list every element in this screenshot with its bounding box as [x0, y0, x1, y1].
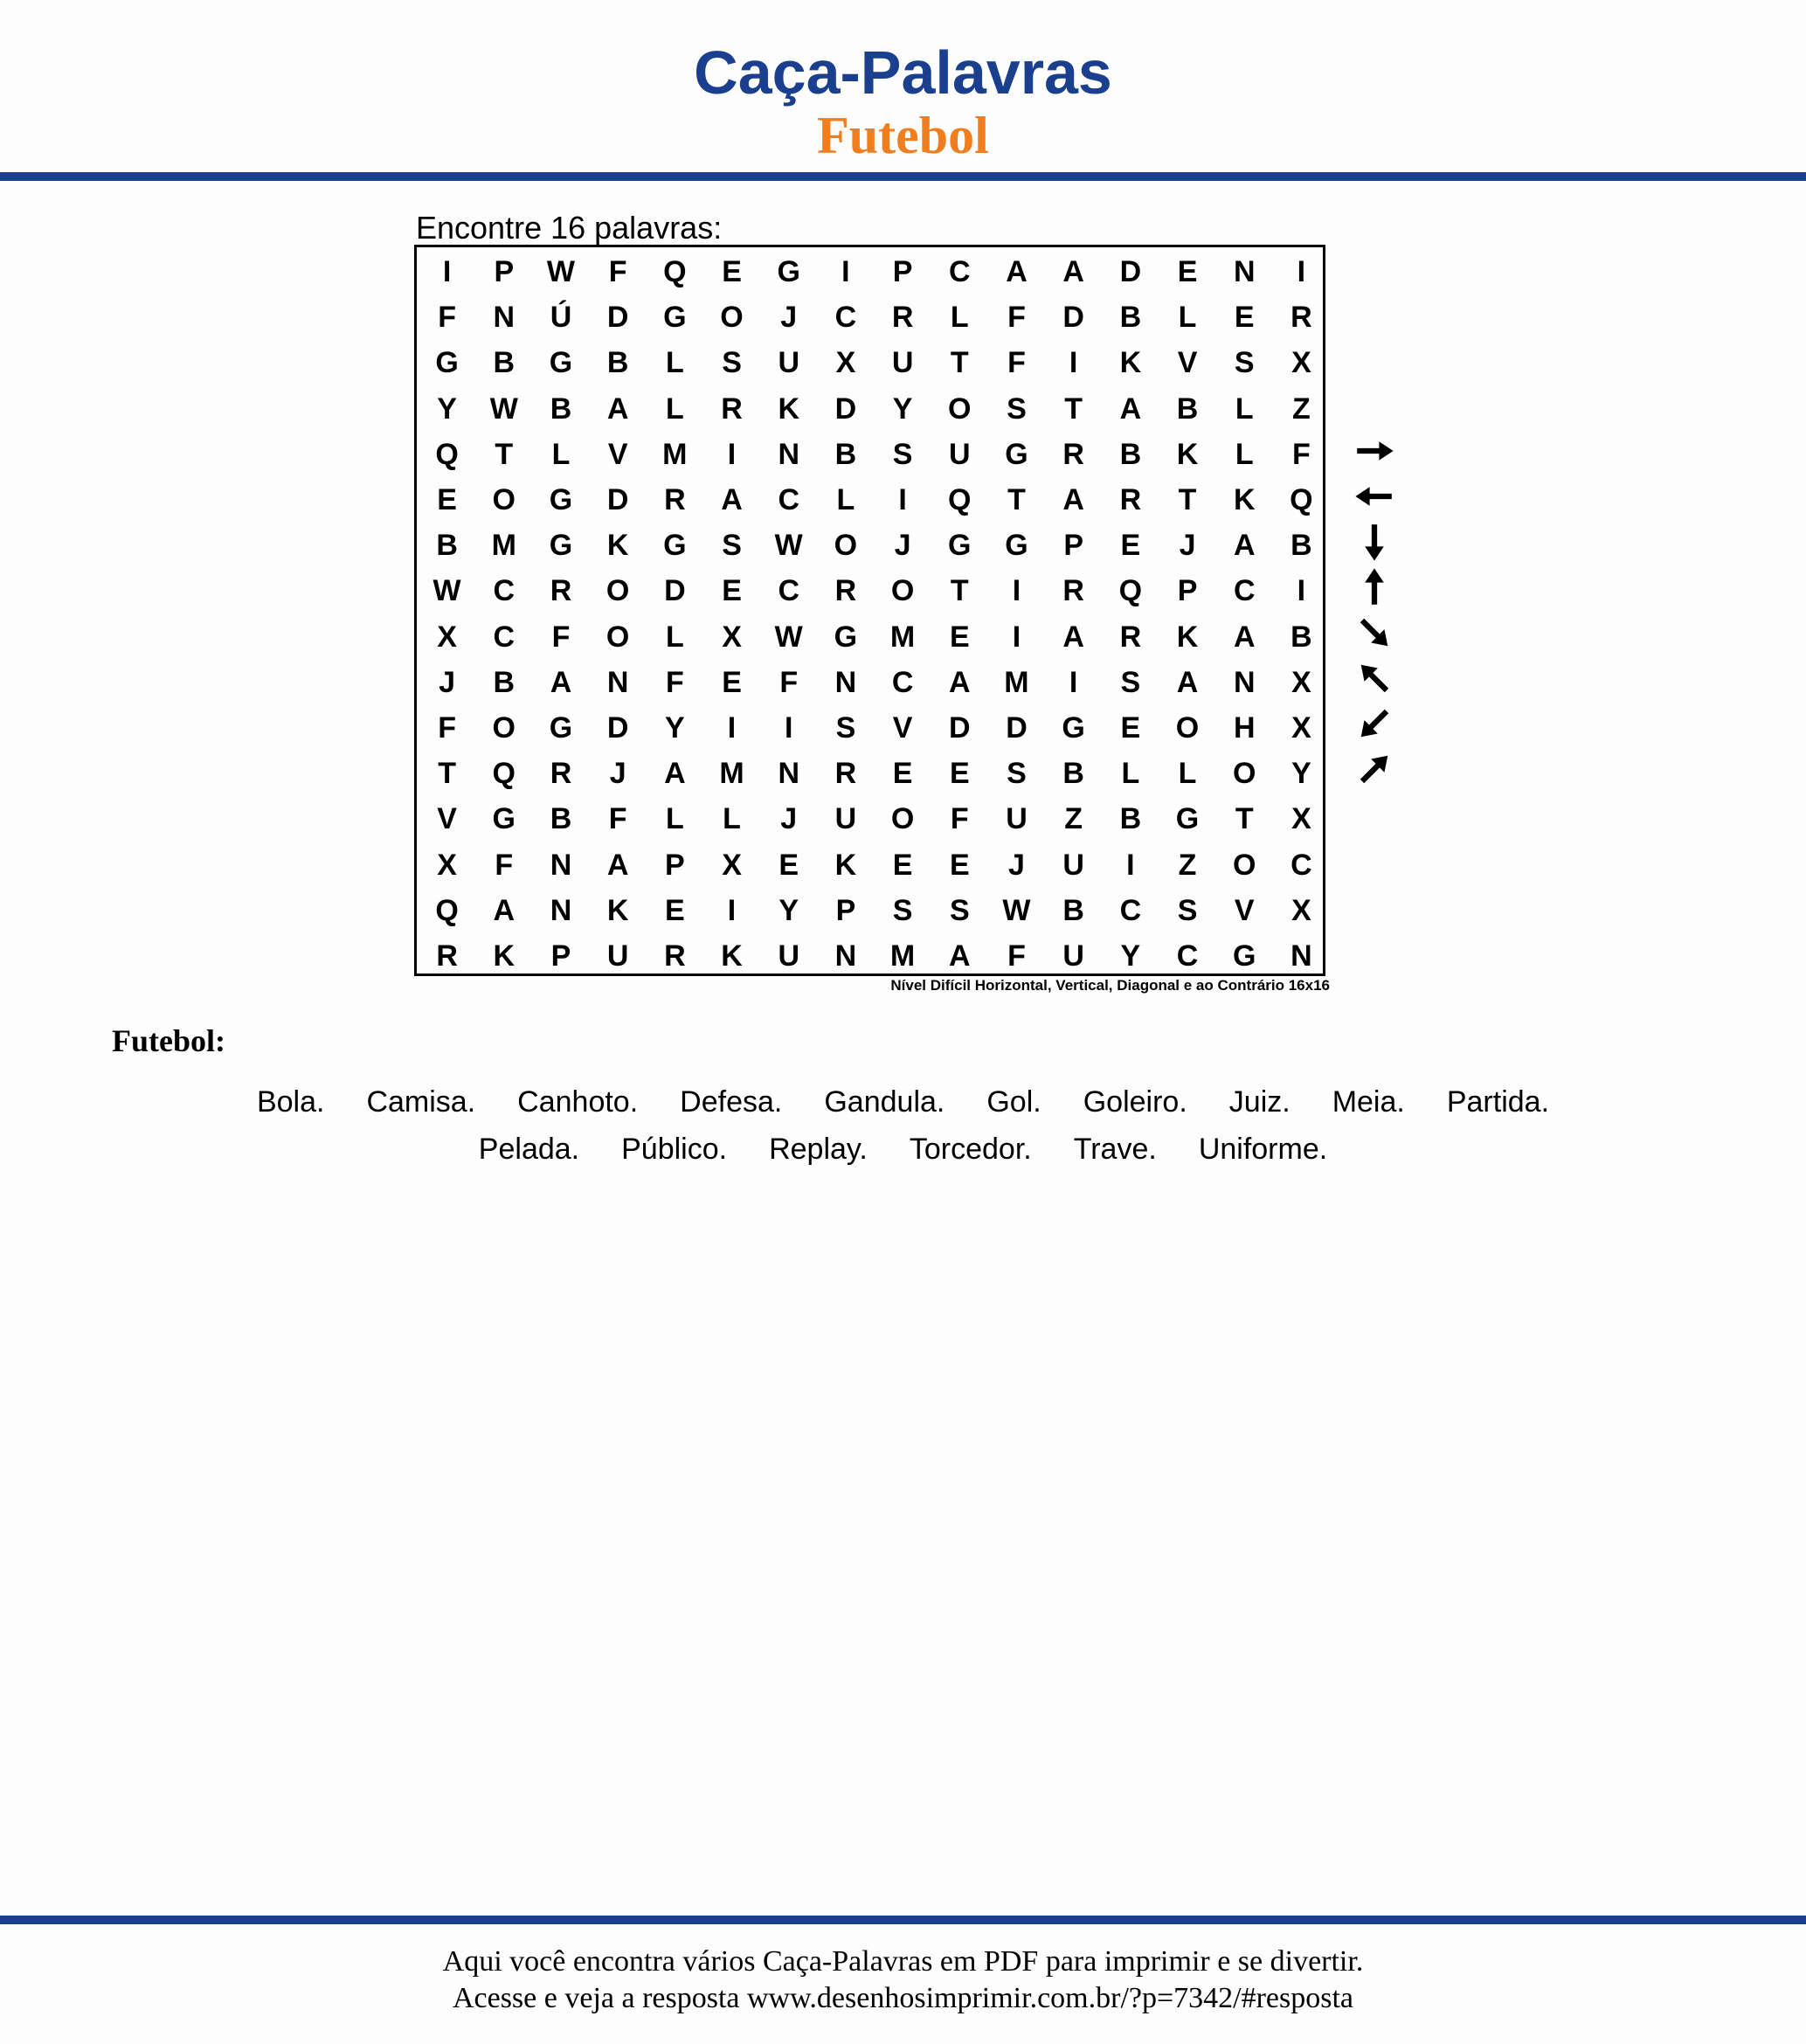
grid-letter: N — [493, 301, 516, 335]
grid-letter: X — [1291, 346, 1311, 380]
grid-letter: F — [495, 848, 514, 882]
grid-letter: G — [834, 620, 858, 654]
grid-letter: B — [436, 529, 458, 563]
grid-letter: W — [546, 255, 576, 289]
grid-letter: B — [493, 665, 516, 699]
word-list-item: Replay. — [769, 1133, 868, 1166]
grid-letter: G — [663, 301, 687, 335]
grid-letter: G — [549, 529, 573, 563]
grid-letter: H — [1233, 710, 1256, 745]
grid-letter: B — [1062, 757, 1084, 791]
grid-letter: Z — [1292, 391, 1311, 426]
grid-letter: Y — [1291, 757, 1311, 791]
grid-letter: F — [1007, 346, 1026, 380]
grid-letter: V — [437, 802, 457, 836]
grid-letter: M — [662, 437, 688, 471]
grid-letter: K — [606, 893, 629, 927]
grid-letter: B — [1176, 391, 1199, 426]
letter-grid — [414, 245, 1325, 976]
grid-letter: S — [1007, 757, 1027, 791]
grid-letter: U — [606, 939, 629, 973]
grid-letter: C — [1119, 893, 1142, 927]
grid-letter: L — [665, 802, 684, 836]
grid-letter: O — [720, 301, 744, 335]
grid-letter: A — [493, 893, 516, 927]
grid-letter: J — [780, 802, 798, 836]
grid-letter: A — [1176, 665, 1199, 699]
grid-letter: E — [722, 255, 742, 289]
grid-letter: L — [1178, 301, 1197, 335]
arrow-down-left-icon — [1344, 701, 1405, 746]
grid-letter: L — [665, 620, 684, 654]
grid-letter: F — [779, 665, 799, 699]
grid-letter: C — [834, 301, 857, 335]
grid-letter: Q — [492, 757, 516, 791]
grid-letter: E — [949, 848, 970, 882]
arrow-down-icon — [1344, 519, 1405, 565]
grid-letter: X — [1291, 665, 1311, 699]
grid-letter: F — [438, 710, 456, 745]
grid-letter: I — [841, 255, 850, 289]
grid-letter: D — [949, 710, 971, 745]
grid-letter: K — [834, 848, 857, 882]
grid-letter: T — [1178, 483, 1197, 517]
word-list-item: Bola. — [256, 1085, 325, 1119]
grid-letter: B — [1290, 620, 1312, 654]
grid-letter: F — [438, 301, 456, 335]
grid-letter: J — [894, 529, 911, 563]
grid-letter: Ú — [550, 301, 572, 335]
difficulty-note: Nível Difícil Horizontal, Vertical, Diagonal e ao Contrário 16x16 — [890, 977, 1330, 994]
grid-letter: S — [1120, 665, 1141, 699]
grid-letter: S — [1234, 346, 1255, 380]
grid-letter: I — [727, 893, 737, 927]
grid-letter: L — [665, 391, 684, 426]
grid-letter: R — [550, 574, 572, 608]
grid-letter: G — [1232, 939, 1256, 973]
grid-letter: T — [950, 574, 969, 608]
grid-letter: Y — [778, 893, 799, 927]
grid-letter: L — [551, 437, 571, 471]
grid-letter: I — [1297, 255, 1306, 289]
arrow-up-left-icon — [1344, 655, 1405, 701]
word-list-line-1 — [0, 1078, 1806, 1126]
grid-letter: L — [1178, 757, 1197, 791]
grid-letter: L — [950, 301, 969, 335]
grid-letter: P — [835, 893, 856, 927]
grid-letter: F — [608, 802, 627, 836]
grid-letter: U — [949, 437, 971, 471]
grid-letter: D — [606, 301, 629, 335]
grid-letter: B — [550, 802, 572, 836]
grid-letter: A — [1006, 255, 1028, 289]
grid-letter: S — [722, 346, 742, 380]
grid-letter: I — [898, 483, 907, 517]
grid-letter: D — [834, 391, 857, 426]
grid-letter: F — [551, 620, 571, 654]
grid-letter: N — [606, 665, 629, 699]
grid-letter: N — [1233, 665, 1256, 699]
word-list-item: Trave. — [1073, 1133, 1157, 1166]
grid-letter: P — [892, 255, 913, 289]
arrow-up-icon — [1344, 565, 1405, 610]
word-list-item: Público. — [621, 1133, 728, 1166]
grid-letter: I — [1297, 574, 1306, 608]
grid-letter: X — [722, 620, 742, 654]
grid-letter: R — [834, 574, 857, 608]
grid-letter: O — [834, 529, 858, 563]
grid-letter: A — [721, 483, 743, 517]
grid-letter: K — [721, 939, 743, 973]
grid-letter: C — [493, 574, 516, 608]
grid-letter: A — [1062, 255, 1084, 289]
grid-letter: A — [1062, 620, 1084, 654]
page-title: Caça-Palavras — [694, 38, 1112, 107]
grid-letter: D — [1006, 710, 1028, 745]
grid-letter: M — [889, 620, 916, 654]
word-list-item: Gol. — [986, 1085, 1041, 1119]
grid-letter: U — [778, 939, 799, 973]
grid-letter: V — [607, 437, 628, 471]
grid-letter: R — [1290, 301, 1312, 335]
grid-letter: F — [1007, 939, 1026, 973]
grid-letter: N — [834, 665, 857, 699]
word-list-heading: Futebol: — [112, 1023, 225, 1058]
grid-letter: U — [1062, 939, 1084, 973]
grid-letter: K — [1119, 346, 1142, 380]
grid-letter: C — [949, 255, 971, 289]
grid-letter: R — [1119, 620, 1142, 654]
word-list-item: Goleiro. — [1083, 1085, 1187, 1119]
grid-letter: F — [1292, 437, 1311, 471]
grid-letter: L — [723, 802, 741, 836]
grid-letter: K — [606, 529, 629, 563]
grid-letter: L — [1121, 757, 1140, 791]
grid-letter: S — [1177, 893, 1198, 927]
puzzle-instruction: Encontre 16 palavras: — [416, 210, 723, 246]
word-list-item: Juiz. — [1228, 1085, 1290, 1119]
grid-letter: Y — [892, 391, 913, 426]
grid-letter: W — [489, 391, 518, 426]
grid-letter: M — [719, 757, 744, 791]
grid-letter: B — [1119, 802, 1142, 836]
grid-letter: A — [664, 757, 686, 791]
grid-letter: A — [550, 665, 572, 699]
grid-letter: X — [1291, 710, 1311, 745]
grid-letter: B — [1062, 893, 1084, 927]
grid-letter: Q — [948, 483, 972, 517]
grid-letter: I — [727, 437, 737, 471]
grid-letter: L — [1235, 437, 1254, 471]
grid-letter: I — [442, 255, 452, 289]
grid-letter: B — [1119, 437, 1142, 471]
word-list-item: Camisa. — [366, 1085, 476, 1119]
grid-letter: S — [722, 529, 742, 563]
grid-letter: U — [1006, 802, 1028, 836]
grid-letter: U — [834, 802, 857, 836]
word-list-line-2 — [0, 1126, 1806, 1173]
grid-letter: I — [1069, 665, 1078, 699]
grid-letter: C — [891, 665, 914, 699]
word-list-item: Meia. — [1332, 1085, 1405, 1119]
grid-letter: T — [1007, 483, 1026, 517]
grid-letter: Z — [1064, 802, 1083, 836]
grid-letter: O — [1232, 848, 1256, 882]
grid-letter: L — [1235, 391, 1254, 426]
grid-letter: O — [492, 483, 516, 517]
grid-letter: V — [1177, 346, 1198, 380]
grid-letter: F — [665, 665, 684, 699]
grid-letter: J — [1179, 529, 1196, 563]
grid-letter: I — [1069, 346, 1078, 380]
grid-letter: S — [835, 710, 856, 745]
grid-letter: D — [606, 710, 629, 745]
grid-letter: E — [722, 574, 742, 608]
grid-letter: T — [1235, 802, 1254, 836]
grid-letter: E — [1177, 255, 1198, 289]
grid-letter: N — [1233, 255, 1256, 289]
grid-letter: P — [494, 255, 515, 289]
grid-letter: B — [1290, 529, 1312, 563]
grid-letter: R — [834, 757, 857, 791]
grid-letter: P — [1177, 574, 1198, 608]
word-list-item: Torcedor. — [909, 1133, 1032, 1166]
grid-letter: I — [1126, 848, 1135, 882]
grid-letter: G — [1062, 710, 1085, 745]
grid-letter: J — [609, 757, 626, 791]
grid-letter: T — [950, 346, 969, 380]
grid-letter: G — [549, 346, 573, 380]
grid-letter: C — [778, 483, 799, 517]
grid-letter: V — [892, 710, 913, 745]
grid-letter: R — [664, 483, 686, 517]
grid-letter: E — [949, 757, 970, 791]
grid-letter: N — [550, 848, 572, 882]
grid-letter: W — [774, 529, 803, 563]
grid-letter: T — [495, 437, 514, 471]
grid-letter: F — [950, 802, 969, 836]
word-list-item: Partida. — [1446, 1085, 1550, 1119]
grid-letter: X — [437, 848, 457, 882]
grid-letter: E — [437, 483, 457, 517]
grid-letter: S — [892, 437, 913, 471]
grid-letter: A — [606, 848, 629, 882]
arrow-left-icon — [1344, 474, 1405, 519]
grid-letter: N — [834, 939, 857, 973]
grid-letter: S — [892, 893, 913, 927]
grid-letter: Y — [437, 391, 457, 426]
grid-letter: B — [493, 346, 516, 380]
grid-letter: K — [1176, 437, 1199, 471]
grid-letter: Q — [1118, 574, 1143, 608]
grid-letter: I — [727, 710, 737, 745]
grid-letter: R — [1062, 574, 1084, 608]
grid-letter: O — [492, 710, 516, 745]
grid-letter: B — [550, 391, 572, 426]
grid-letter: G — [1005, 437, 1028, 471]
grid-letter: E — [892, 757, 913, 791]
grid-letter: Q — [1290, 483, 1313, 517]
grid-letter: Q — [435, 893, 459, 927]
grid-letter: Q — [663, 255, 687, 289]
grid-letter: A — [949, 665, 971, 699]
grid-letter: N — [778, 437, 799, 471]
grid-letter: D — [664, 574, 686, 608]
grid-letter: D — [1062, 301, 1084, 335]
arrow-down-right-icon — [1344, 610, 1405, 655]
grid-letter: E — [778, 848, 799, 882]
grid-letter: R — [664, 939, 686, 973]
header-divider — [0, 172, 1806, 181]
grid-letter: G — [777, 255, 800, 289]
grid-letter: E — [892, 848, 913, 882]
grid-letter: O — [890, 802, 915, 836]
grid-letter: O — [1175, 710, 1200, 745]
grid-letter: W — [774, 620, 803, 654]
grid-letter: P — [1063, 529, 1083, 563]
grid-letter: B — [834, 437, 857, 471]
grid-letter: G — [1005, 529, 1028, 563]
grid-letter: T — [1064, 391, 1083, 426]
grid-letter: C — [1176, 939, 1199, 973]
grid-letter: Q — [435, 437, 459, 471]
grid-letter: G — [492, 802, 516, 836]
grid-letter: I — [1012, 574, 1021, 608]
grid-letter: M — [1004, 665, 1029, 699]
grid-letter: X — [722, 848, 742, 882]
grid-letter: W — [432, 574, 461, 608]
grid-letter: W — [1002, 893, 1031, 927]
grid-letter: G — [549, 483, 573, 517]
grid-letter: K — [493, 939, 516, 973]
grid-letter: G — [549, 710, 573, 745]
grid-letter: G — [663, 529, 687, 563]
grid-letter: L — [665, 346, 684, 380]
grid-letter: M — [491, 529, 516, 563]
grid-letter: N — [1290, 939, 1312, 973]
grid-letter: S — [949, 893, 970, 927]
grid-letter: P — [665, 848, 685, 882]
grid-letter: V — [1234, 893, 1255, 927]
grid-letter: I — [784, 710, 793, 745]
grid-letter: B — [606, 346, 629, 380]
grid-letter: Y — [665, 710, 685, 745]
grid-letter: G — [948, 529, 972, 563]
grid-letter: I — [1012, 620, 1021, 654]
grid-letter: S — [1007, 391, 1027, 426]
grid-letter: O — [948, 391, 972, 426]
direction-legend — [1344, 428, 1405, 792]
grid-letter: E — [1120, 710, 1141, 745]
grid-letter: A — [1233, 529, 1256, 563]
grid-letter: N — [550, 893, 572, 927]
arrow-right-icon — [1344, 428, 1405, 474]
grid-letter: K — [778, 391, 799, 426]
grid-letter: A — [949, 939, 971, 973]
grid-letter: G — [1175, 802, 1200, 836]
grid-letter: E — [949, 620, 970, 654]
grid-letter: R — [1119, 483, 1142, 517]
word-list-item: Canhoto. — [517, 1085, 639, 1119]
grid-letter: E — [665, 893, 685, 927]
grid-letter: E — [1234, 301, 1255, 335]
grid-letter: U — [891, 346, 914, 380]
word-list-item: Defesa. — [680, 1085, 783, 1119]
grid-letter: N — [778, 757, 799, 791]
word-list-item: Gandula. — [824, 1085, 945, 1119]
grid-letter: R — [550, 757, 572, 791]
grid-letter: A — [1062, 483, 1084, 517]
grid-letter: K — [1176, 620, 1199, 654]
grid-letter: X — [437, 620, 457, 654]
grid-letter: C — [778, 574, 799, 608]
word-list-item: Pelada. — [478, 1133, 580, 1166]
grid-letter: F — [608, 255, 627, 289]
grid-letter: R — [436, 939, 458, 973]
grid-letter: A — [1233, 620, 1256, 654]
grid-letter: X — [1291, 802, 1311, 836]
grid-letter: O — [605, 620, 630, 654]
arrow-up-right-icon — [1344, 746, 1405, 792]
grid-letter: C — [493, 620, 516, 654]
grid-letter: D — [606, 483, 629, 517]
grid-letter: U — [1062, 848, 1084, 882]
footer-divider — [0, 1916, 1806, 1924]
grid-letter: T — [438, 757, 456, 791]
grid-letter: C — [1290, 848, 1312, 882]
grid-letter: C — [1233, 574, 1256, 608]
grid-letter: E — [1120, 529, 1141, 563]
grid-letter: P — [550, 939, 571, 973]
grid-letter: Z — [1178, 848, 1197, 882]
grid-letter: R — [721, 391, 743, 426]
grid-letter: R — [891, 301, 914, 335]
footer-line-2: Acesse e veja a resposta www.desenhosimprimir.com.br/?p=7342/#resposta — [452, 1982, 1354, 2014]
grid-letter: R — [1062, 437, 1084, 471]
grid-letter: K — [1233, 483, 1256, 517]
grid-letter: X — [1291, 893, 1311, 927]
grid-letter: F — [1007, 301, 1026, 335]
grid-letter: M — [889, 939, 916, 973]
grid-letter: L — [836, 483, 855, 517]
grid-letter: O — [605, 574, 630, 608]
grid-letter: O — [890, 574, 915, 608]
grid-letter: E — [722, 665, 742, 699]
grid-letter: Y — [1120, 939, 1141, 973]
grid-letter: B — [1119, 301, 1142, 335]
footer-line-1: Aqui você encontra vários Caça-Palavras em PDF para imprimir e se divertir. — [442, 1945, 1364, 1978]
page-subtitle: Futebol — [817, 107, 989, 164]
grid-letter: X — [835, 346, 856, 380]
grid-letter: J — [439, 665, 456, 699]
word-list-item: Uniforme. — [1198, 1133, 1328, 1166]
grid-letter: A — [1119, 391, 1142, 426]
grid-letter: A — [606, 391, 629, 426]
grid-letter: U — [778, 346, 799, 380]
grid-letter: D — [1119, 255, 1142, 289]
grid-letter: G — [435, 346, 459, 380]
grid-letter: J — [780, 301, 798, 335]
grid-letter: J — [1008, 848, 1025, 882]
grid-letter: O — [1232, 757, 1256, 791]
